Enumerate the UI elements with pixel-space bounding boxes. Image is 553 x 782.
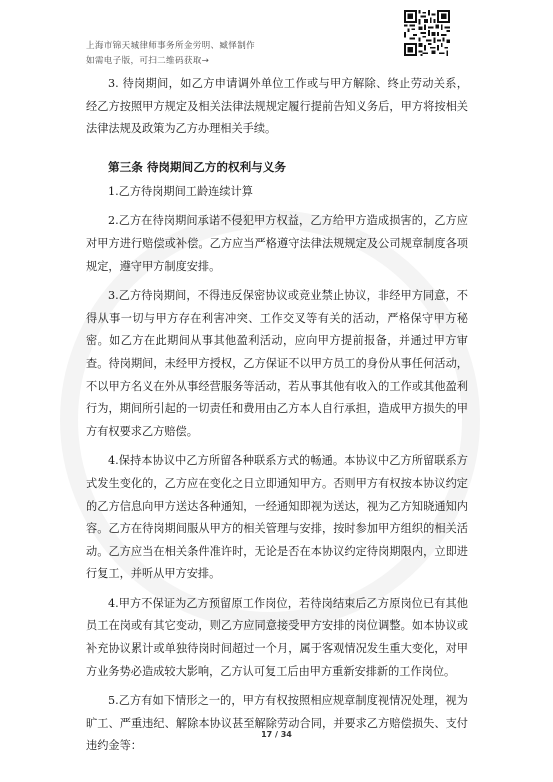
section-title: 第三条 待岗期间乙方的权利与义务 xyxy=(108,159,286,174)
paragraph-item-4b: 4.甲方不保证为乙方预留原工作岗位，若待岗结束后乙方原岗位已有其他员工在岗或有其它变动，则乙方应同意接受甲方安排的岗位调整。如本协议或补充协议累计或单独待岗时间超过一个月，属于客观情况发生重大变化，对甲方业务势必造成较大影响，乙方认可复工后由甲方重新安排新的工作岗位。 xyxy=(86,596,468,678)
header-line-2: 如需电子版，可扫二维码获取→ xyxy=(86,56,210,66)
paragraph-item-1: 1.乙方待岗期间工龄连续计算 xyxy=(108,184,253,198)
paragraph-item-3: 3.乙方待岗期间，不得违反保密协议或竞业禁止协议，非经甲方同意，不得从事一切与甲方存在利害冲突、工作交叉等有关的活动，严格保守甲方秘密。如乙方在此期间从事其他盈利活动，应向甲方提前报备，并通过甲方审查。待岗期间，未经甲方授权，乙方保证不以甲方员工的身份从事任何活动，不以甲方名义在外从事经营服务等活动，若从事其他有收入的工作或其他盈利行为，期间所引起的一切责任和费用由乙方本人自行承担，造成甲方损失的甲方有权要求乙方赔偿。 xyxy=(86,289,468,438)
paragraph-intro: 3. 待岗期间，如乙方申请调外单位工作或与甲方解除、终止劳动关系，经乙方按照甲方规定及相关法律法规规定履行提前告知义务后，甲方将按相关法律法规及政策为乙方办理相关手续。 xyxy=(86,77,468,136)
paragraph-item-2: 2.乙方在待岗期间承诺不侵犯甲方权益，乙方给甲方造成损害的，乙方应对甲方进行赔偿或补偿。乙方应当严格遵守法律法规规定及公司规章制度各项规定，遵守甲方制度安排。 xyxy=(86,214,468,273)
paragraph-item-5: 5.乙方有如下情形之一的，甲方有权按照相应规章制度视情况处理，视为旷工、严重违纪、解除本协议甚至解除劳动合同，并要求乙方赔偿损失、支付违约金等： xyxy=(86,694,468,753)
header-note xyxy=(86,39,255,69)
header-line-1: 上海市锦天城律师事务所金労明、臧怿制作 xyxy=(86,41,255,51)
qr-code-icon[interactable] xyxy=(404,10,450,56)
paragraph-item-4a: 4.保持本协议中乙方所留各种联系方式的畅通。本协议中乙方所留联系方式发生变化的，乙方应在变化之日立即通知甲方。否则甲方有权按本协议约定的乙方信息向甲方送达各种通知，一经通知即视为送达，视为乙方知晓通知内容。乙方在待岗期间服从甲方的相关管理与安排，按时参加甲方组织的相关活动。乙方应当在相关条件准许时，无论是否在本协议约定待岗期限内，立即进行复工，并听从甲方安排。 xyxy=(86,454,468,581)
document-body xyxy=(86,73,468,765)
page-number: 17 / 34 xyxy=(261,730,292,739)
